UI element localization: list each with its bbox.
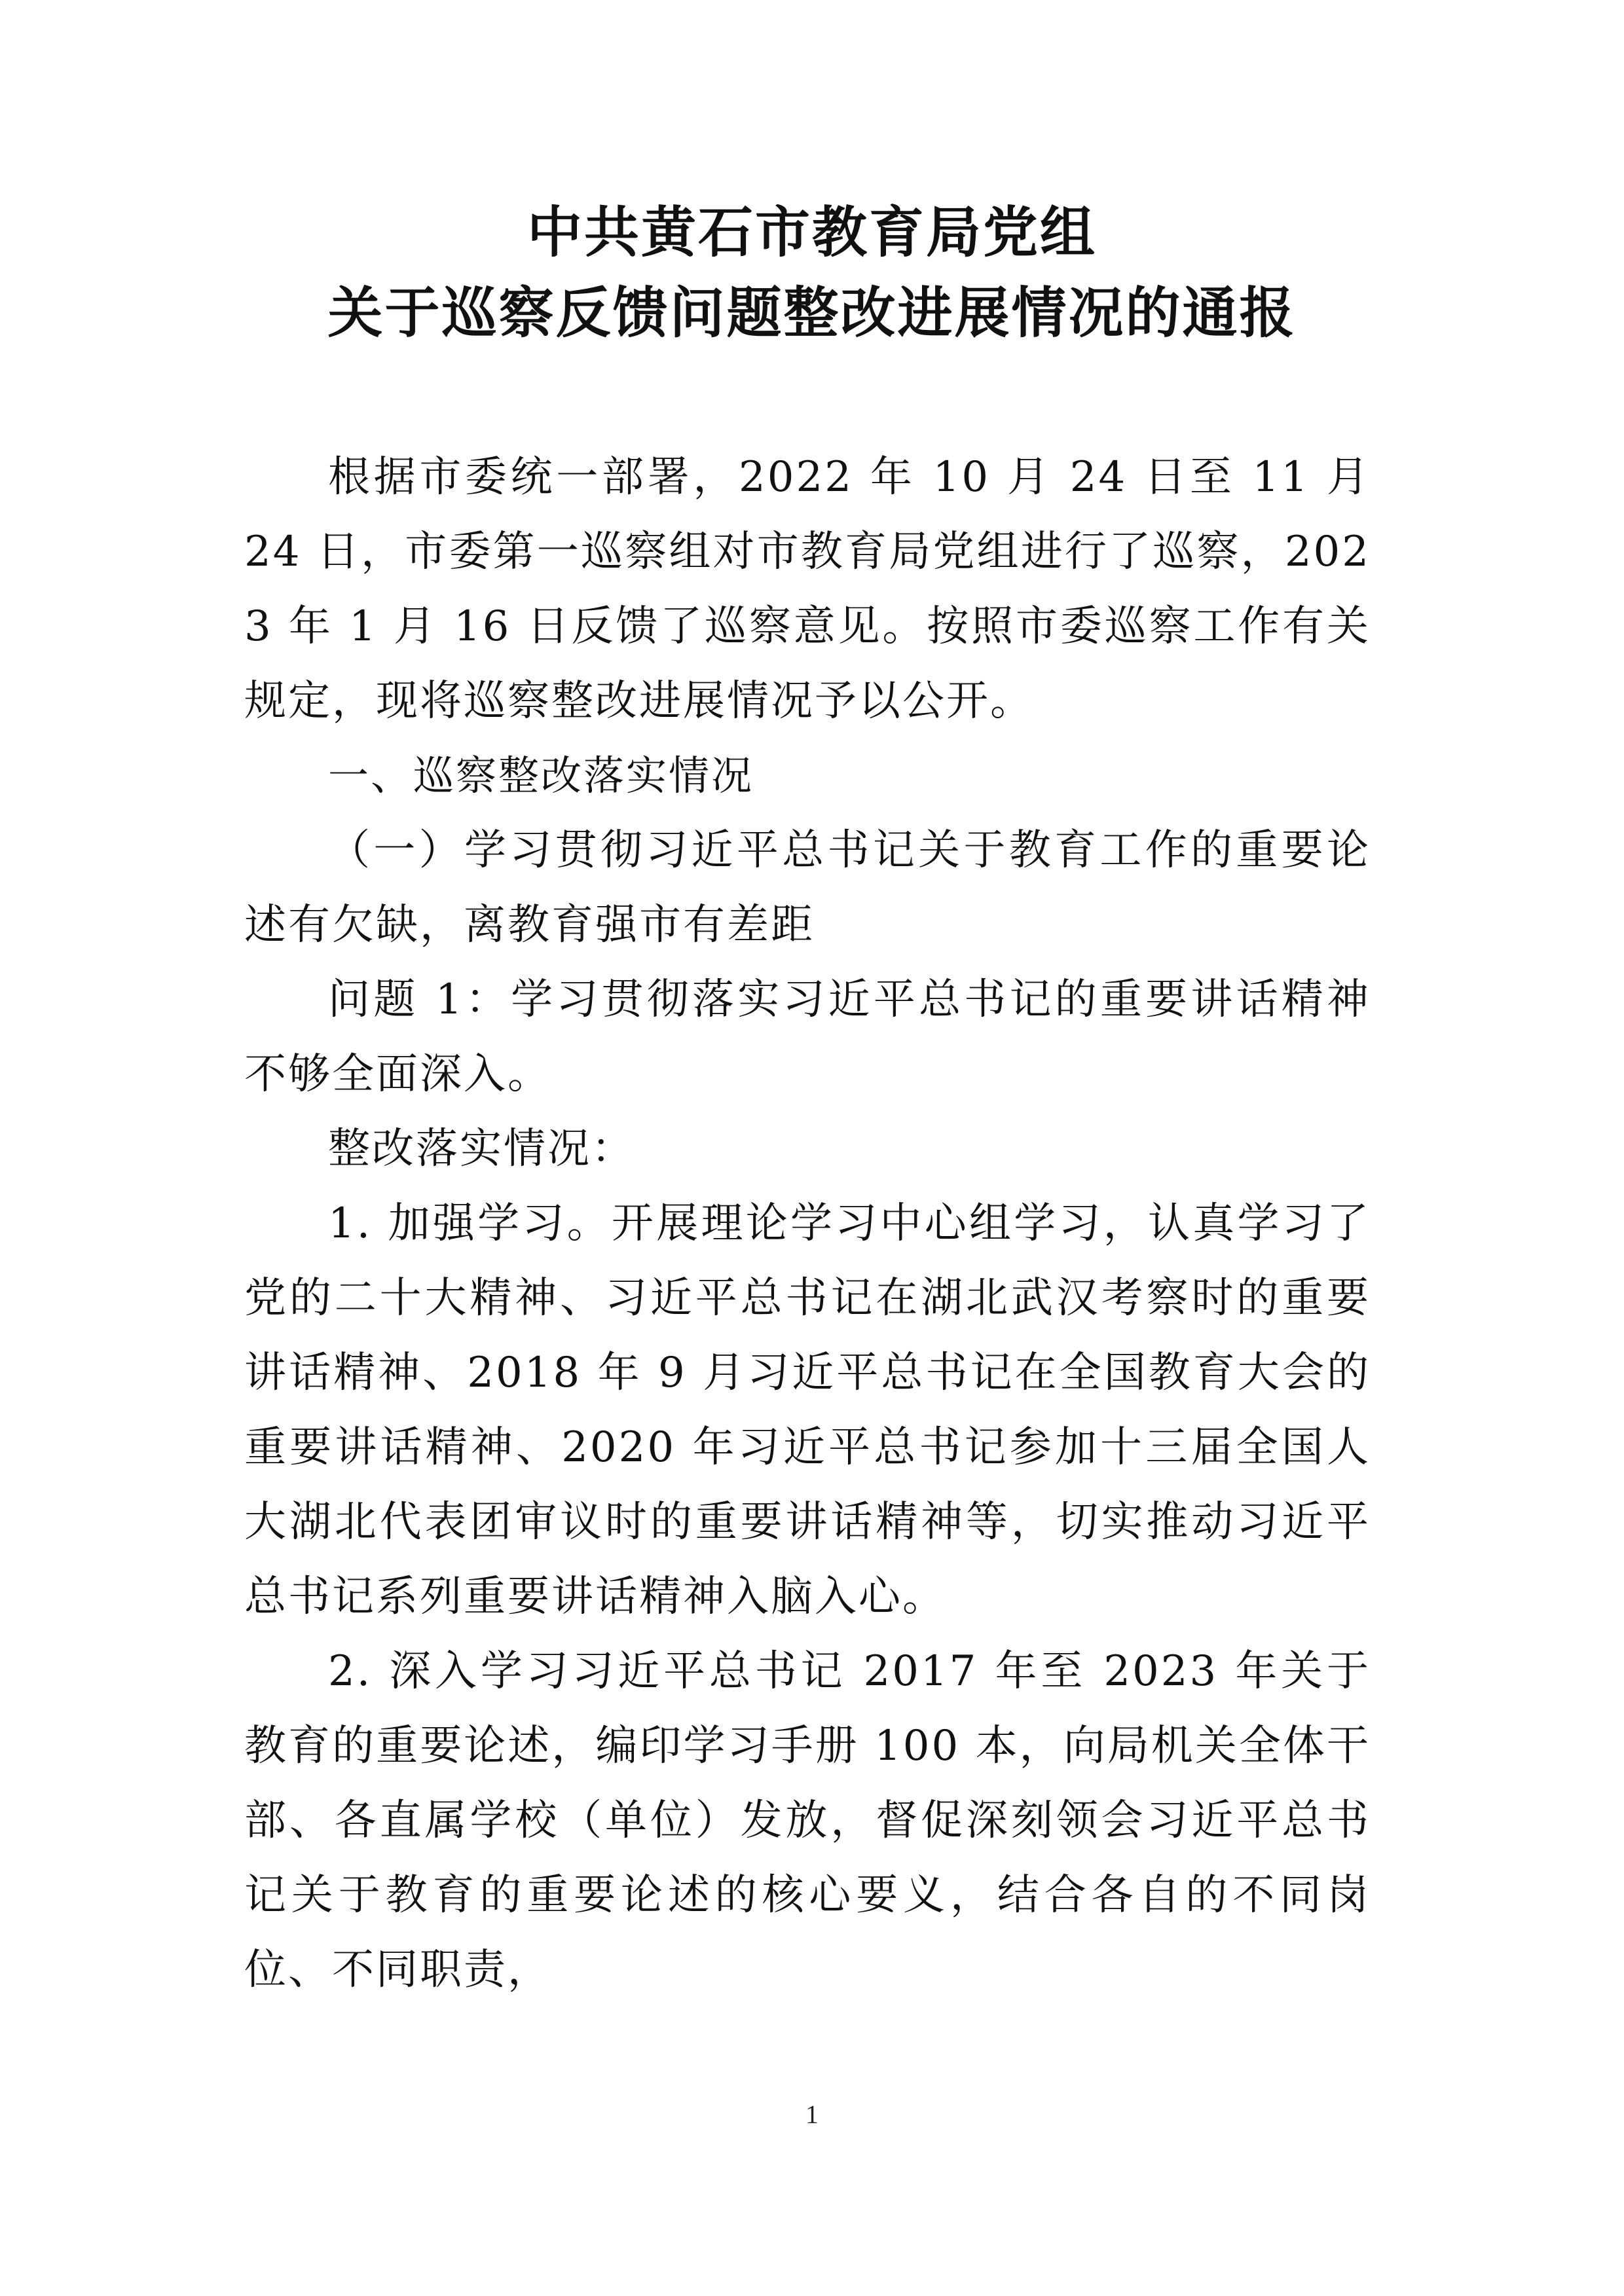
section-heading: 一、巡察整改落实情况 [328, 752, 754, 799]
paragraph-item-2: 2. 深入学习习近平总书记 2017 年至 2023 年关于教育的重要论述，编印学习手册 100 本，向局机关全体干部、各直属学校（单位）发放，督促深刻领会习近平总书记关于教育的重要论述的核心要义，结合各自的不同岗位、不同职责， [244, 1647, 1371, 1994]
page-number: 1 [805, 2100, 819, 2129]
paragraph-item-1: 1. 加强学习。开展理论学习中心组学习，认真学习了党的二十大精神、习近平总书记在湖北武汉考察时的重要讲话精神、2018 年 9 月习近平总书记在全国教育大会的重要讲话精神、2020 年习近平总书记参加十三届全国人大湖北代表团审议时的重要讲话精神等，切实推动习近平总书记系列重要讲话精神入脑入心。 [244, 1199, 1371, 1621]
problem-statement: 问题 1：学习贯彻落实习近平总书记的重要讲话精神不够全面深入。 [244, 975, 1371, 1099]
rectification-label: 整改落实情况： [328, 1125, 635, 1173]
paragraph-intro: 根据市委统一部署，2022 年 10 月 24 日至 11 月 24 日，市委第一巡察组对市教育局党组进行了巡察，2023 年 1 月 16 日反馈了巡察意见。按照市委巡察工作有关规定，现将巡察整改进展情况予以公开。 [244, 453, 1371, 725]
document-title-line-2: 关于巡察反馈问题整改进展情况的通报 [327, 280, 1297, 345]
document-body [244, 440, 1371, 2007]
document-title-line-1: 中共黄石市教育局党组 [526, 200, 1097, 264]
subsection-heading: （一）学习贯彻习近平总书记关于教育工作的重要论述有欠缺，离教育强市有差距 [244, 826, 1371, 949]
